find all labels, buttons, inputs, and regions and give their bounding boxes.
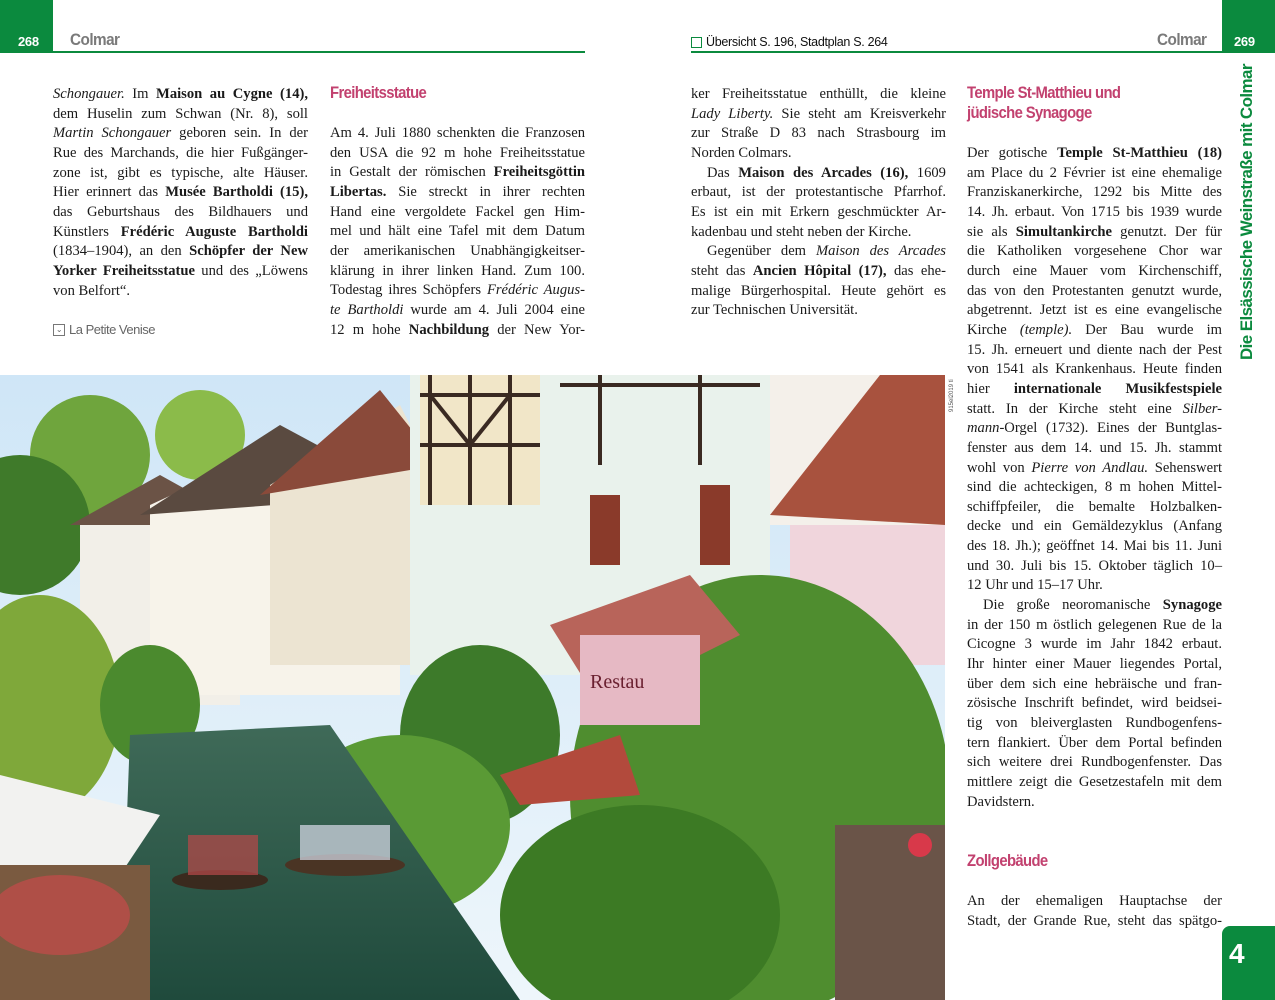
text: klärung in ihrer linken Hand. Zum 100. xyxy=(330,262,585,279)
text-line xyxy=(330,144,585,164)
section-heading-temple xyxy=(967,83,1120,123)
text: der New Yor- xyxy=(489,321,585,338)
running-head-left: Colmar xyxy=(70,30,120,49)
photo-illustration xyxy=(0,375,945,1000)
text: kadenbau und steht neben der Kirche. xyxy=(691,223,912,240)
text-line xyxy=(691,242,946,262)
text: steht das xyxy=(691,262,753,279)
text-line xyxy=(967,183,1222,203)
text: die Katholiken vorgesehene Chor war xyxy=(967,243,1222,260)
chapter-number: 4 xyxy=(1229,938,1245,969)
text-line xyxy=(691,183,946,203)
text-line xyxy=(691,105,946,125)
text-line xyxy=(967,400,1222,420)
bold-text: Libertas. xyxy=(330,183,387,200)
text-line xyxy=(967,360,1222,380)
text: Im xyxy=(124,86,157,102)
photo-credit: 915el2019 ti xyxy=(949,379,955,412)
text-line xyxy=(53,164,308,184)
text: wohl von xyxy=(967,459,1032,476)
text-line xyxy=(967,655,1222,675)
text: hier xyxy=(967,380,1014,397)
bold-text: internationale Musikfestspiele xyxy=(1013,380,1222,397)
text: Davidstern. xyxy=(967,793,1035,810)
text-line xyxy=(967,576,1222,596)
text: sie als xyxy=(967,223,1016,240)
bold-text: Nachbildung xyxy=(408,321,490,338)
text-line xyxy=(967,675,1222,695)
text-line xyxy=(967,753,1222,773)
text-line xyxy=(330,242,585,262)
photo-la-petite-venise xyxy=(0,375,945,1000)
checkbox-icon xyxy=(691,37,702,48)
chapter-tab xyxy=(1222,926,1275,1000)
page-number: 268 xyxy=(18,34,39,49)
text-line xyxy=(53,105,308,125)
text-line xyxy=(691,262,946,282)
text-line xyxy=(53,242,308,262)
text: geboren sein. In der xyxy=(171,125,308,142)
text-line xyxy=(53,223,308,243)
text: decke und ein Gemäldezyklus (Anfang xyxy=(967,518,1222,535)
text-line xyxy=(330,281,585,301)
text-line xyxy=(330,222,585,242)
text-line xyxy=(967,301,1222,321)
text-line xyxy=(967,793,1222,813)
text-line xyxy=(967,912,1222,932)
text: des 18. Jh.); geöffnet 14. Mai bis 11. Juni xyxy=(967,538,1222,555)
text-line xyxy=(330,301,585,321)
text-line xyxy=(691,85,946,105)
bold-text: Synagoge xyxy=(1162,597,1222,614)
bold-text: Frédéric Auguste Bartholdi xyxy=(120,223,308,240)
page-number-tab-left xyxy=(0,0,53,53)
text: Sie steht am Kreisverkehr xyxy=(773,105,946,122)
text-line xyxy=(330,321,585,341)
bold-text: Musée Bartholdi (15), xyxy=(165,184,308,201)
text-line xyxy=(967,321,1222,341)
text: in Gestalt der römischen xyxy=(330,164,494,181)
italic-text: Martin Schongauer xyxy=(53,125,172,142)
text: Die große neoromanische xyxy=(983,597,1163,614)
text-line xyxy=(967,734,1222,754)
text: Künstlers xyxy=(53,223,121,240)
text: den USA die 92 m hohe Freiheitsstatue xyxy=(330,144,585,161)
text: und 30. Juli bis 15. Oktober täglich 10– xyxy=(967,557,1222,574)
text-line xyxy=(53,282,308,302)
text: Stadt, der Grande Rue, steht das spätgo- xyxy=(967,912,1222,929)
text-line xyxy=(53,203,308,223)
text-line xyxy=(330,183,585,203)
text: ker Freiheitsstatue enthüllt, die kleine xyxy=(691,86,946,102)
text: zur Straße D 83 nach Strasbourg im xyxy=(691,125,946,142)
text: Hand eine vergoldete Fackel gen Him- xyxy=(330,203,585,220)
text-line xyxy=(967,262,1222,282)
text-column-4-continued xyxy=(967,892,1222,931)
italic-text: mann xyxy=(967,420,1000,437)
text: zösische Inschrift befindet, wird beidsei- xyxy=(967,695,1222,712)
text-line xyxy=(691,301,946,321)
text: das ehe- xyxy=(886,262,946,279)
text-line xyxy=(967,203,1222,223)
text-line xyxy=(967,537,1222,557)
text: von 1541 als Krankenhaus. Heute finden xyxy=(967,361,1222,378)
text-line xyxy=(967,478,1222,498)
italic-text: Lady Liberty. xyxy=(691,105,774,122)
bold-text: Maison des Arcades (16), xyxy=(738,164,909,181)
heading-line: Temple St-Matthieu und xyxy=(967,84,1121,102)
text-line xyxy=(967,144,1222,164)
text: Franziskanerkirche, 1292 bis Mitte des xyxy=(967,184,1222,201)
text: Das xyxy=(707,164,739,181)
text-column-2 xyxy=(330,124,585,340)
text-line xyxy=(967,557,1222,577)
text-line xyxy=(967,596,1222,616)
link-la-petite-venise[interactable] xyxy=(53,322,155,337)
text: 12 Uhr und 15–17 Uhr. xyxy=(967,577,1103,594)
text: genutzt. Der für xyxy=(1112,223,1222,240)
text: der amerikanischen Unabhängigkeitser- xyxy=(330,242,585,259)
bold-text: Schöpfer der New xyxy=(189,243,308,260)
text: und des „Löwens xyxy=(194,262,308,279)
text: mel und hält eine Tafel mit dem Datum xyxy=(330,223,585,240)
text-column-1 xyxy=(53,85,308,301)
text-line xyxy=(967,498,1222,518)
text-line xyxy=(967,635,1222,655)
header-rule-right xyxy=(691,51,1222,53)
italic-text: Frédéric Augus- xyxy=(486,282,585,299)
text: zone ist, gibt es typische, alte Häuser. xyxy=(53,164,308,181)
text: schiffpfeiler, die bemalte Holzbalken- xyxy=(967,498,1222,515)
text: sind die achteckigen, 8 m hohen Mittel- xyxy=(967,479,1222,496)
bold-text: Freiheitsgöttin xyxy=(493,164,585,181)
text-line xyxy=(691,164,946,184)
text: An der ehemaligen Hauptachse der xyxy=(967,893,1222,909)
text-line xyxy=(691,282,946,302)
text: 12 m hohe xyxy=(330,321,409,338)
page-number-tab-right xyxy=(1222,0,1275,53)
text-column-4 xyxy=(967,144,1222,812)
text-line xyxy=(967,773,1222,793)
bold-text: Temple St-Matthieu (18) xyxy=(1057,145,1222,161)
text: das von den Protestanten genutzt wurde, xyxy=(967,282,1222,299)
text-line xyxy=(967,892,1222,912)
text: tern flankiert. Über dem Portal befinden xyxy=(967,734,1222,751)
text-line xyxy=(330,163,585,183)
text-line xyxy=(53,183,308,203)
text-line xyxy=(967,282,1222,302)
header-rule-left xyxy=(53,51,585,53)
text: das Geburtshaus des Bildhauers und xyxy=(53,203,308,220)
side-chapter-title: Die Elsässische Weinstraße mit Colmar xyxy=(1237,64,1256,360)
text: mittlere zeigt die Gesetzestafeln mit dem xyxy=(967,774,1222,790)
text: Gegenüber dem xyxy=(707,243,816,260)
cross-reference-text: Übersicht S. 196, Stadtplan S. 264 xyxy=(706,35,888,49)
text-line xyxy=(330,124,585,144)
page-number: 269 xyxy=(1234,34,1255,49)
italic-text: Maison des Arcades xyxy=(815,243,946,260)
text: malige Bürgerhospital. Heute gehört es xyxy=(691,282,946,299)
text: Es ist ein mit Erkern geschmückter Ar- xyxy=(691,203,946,220)
text: statt. In der Kirche steht eine xyxy=(967,400,1183,417)
italic-text: (temple). xyxy=(1019,321,1073,338)
text: Sie streckt in ihrer rechten xyxy=(386,183,585,200)
text: (1834–1904), an den xyxy=(53,243,190,260)
text-line xyxy=(691,223,946,243)
text: Cicogne 3 wurde im Jahr 1842 erbaut. xyxy=(967,636,1222,653)
text: -Orgel (1732). Eines der Buntglas- xyxy=(999,420,1222,437)
text-line xyxy=(967,517,1222,537)
text-line xyxy=(967,242,1222,262)
text: fenster aus dem 14. und 15. Jh. stammt xyxy=(967,439,1222,456)
text: abgetrennt. Jetzt ist es eine evangelische xyxy=(967,302,1222,319)
bold-text: Simultankirche xyxy=(1015,223,1112,240)
italic-text: Schongauer. xyxy=(53,86,125,102)
italic-text: te Bartholdi xyxy=(330,301,404,318)
bold-text: Yorker Freiheitsstatue xyxy=(53,262,195,279)
text-line xyxy=(967,459,1222,479)
text: Rue des Marchands, die hier Fußgänger- xyxy=(53,144,308,161)
text: in der 150 m östlich gelegenen Rue de la xyxy=(967,616,1222,633)
restaurant-sign: Restau xyxy=(590,671,645,693)
text-line xyxy=(967,223,1222,243)
text-column-3 xyxy=(691,85,946,321)
italic-text: Pierre von Andlau. xyxy=(1031,459,1149,476)
text: Norden Colmars. xyxy=(691,144,792,161)
link-label: La Petite Venise xyxy=(69,322,155,337)
text-line xyxy=(691,203,946,223)
text-line xyxy=(967,164,1222,184)
text: dem Huselin zum Schwan (Nr. 8), soll xyxy=(53,105,308,122)
heading-line: jüdische Synagoge xyxy=(967,104,1092,122)
text: Der Bau wurde im xyxy=(1072,321,1222,338)
text-line xyxy=(691,124,946,144)
text-line xyxy=(967,419,1222,439)
text-line xyxy=(967,380,1222,400)
text-line xyxy=(967,616,1222,636)
text: sich weitere drei Rundbogenfenster. Das xyxy=(967,754,1222,771)
text: 1609 xyxy=(908,164,946,181)
text: von Belfort“. xyxy=(53,282,131,299)
bold-text: Ancien Hôpital (17), xyxy=(752,262,887,279)
text: Am 4. Juli 1880 schenkten die Franzosen xyxy=(330,125,585,141)
checkbox-arrow-icon: ⌄ xyxy=(53,324,65,336)
text-line xyxy=(967,714,1222,734)
section-heading-freiheitsstatue: Freiheitsstatue xyxy=(330,84,427,102)
text: erbaut, ist der protestantische Pfarrhof. xyxy=(691,184,946,201)
text-line xyxy=(53,262,308,282)
text: zur Technischen Universität. xyxy=(691,302,858,319)
text: Ihr hinter einer Mauer liegendes Portal, xyxy=(967,656,1222,673)
text: Der gotische xyxy=(967,145,1058,161)
text-line xyxy=(330,203,585,223)
text: durch eine Mauer vom Kirchenschiff, xyxy=(967,262,1222,279)
italic-text: Silber- xyxy=(1182,400,1222,417)
text-line xyxy=(53,124,308,144)
text-line xyxy=(967,439,1222,459)
running-head-right: Colmar xyxy=(1157,30,1207,49)
cross-reference[interactable] xyxy=(691,35,888,49)
text: 15. Jh. erneuert und diente nach der Pest xyxy=(967,341,1222,358)
bold-text: Maison au Cygne (14), xyxy=(156,86,308,102)
text-line xyxy=(330,262,585,282)
text: Hier erinnert das xyxy=(53,184,166,201)
text: Kirche xyxy=(967,321,1020,338)
section-heading-zollgebaeude: Zollgebäude xyxy=(967,852,1048,870)
text-line xyxy=(967,341,1222,361)
text: tig von bleiverglasten Rundbogenfens- xyxy=(967,715,1222,732)
text: über dem sich eine hebräische und fran- xyxy=(967,675,1222,692)
text-line xyxy=(691,144,946,164)
text: Sehenswert xyxy=(1148,459,1222,476)
text: 14. Jh. erbaut. Von 1715 bis 1939 wurde xyxy=(967,203,1222,220)
text-line xyxy=(967,694,1222,714)
text: Todestag ihres Schöpfers xyxy=(330,282,487,299)
text-line xyxy=(53,85,308,105)
text: am Place du 2 Février ist eine ehemalige xyxy=(967,164,1222,181)
text: wurde am 4. Juli 2004 eine xyxy=(403,301,585,318)
text-line xyxy=(53,144,308,164)
